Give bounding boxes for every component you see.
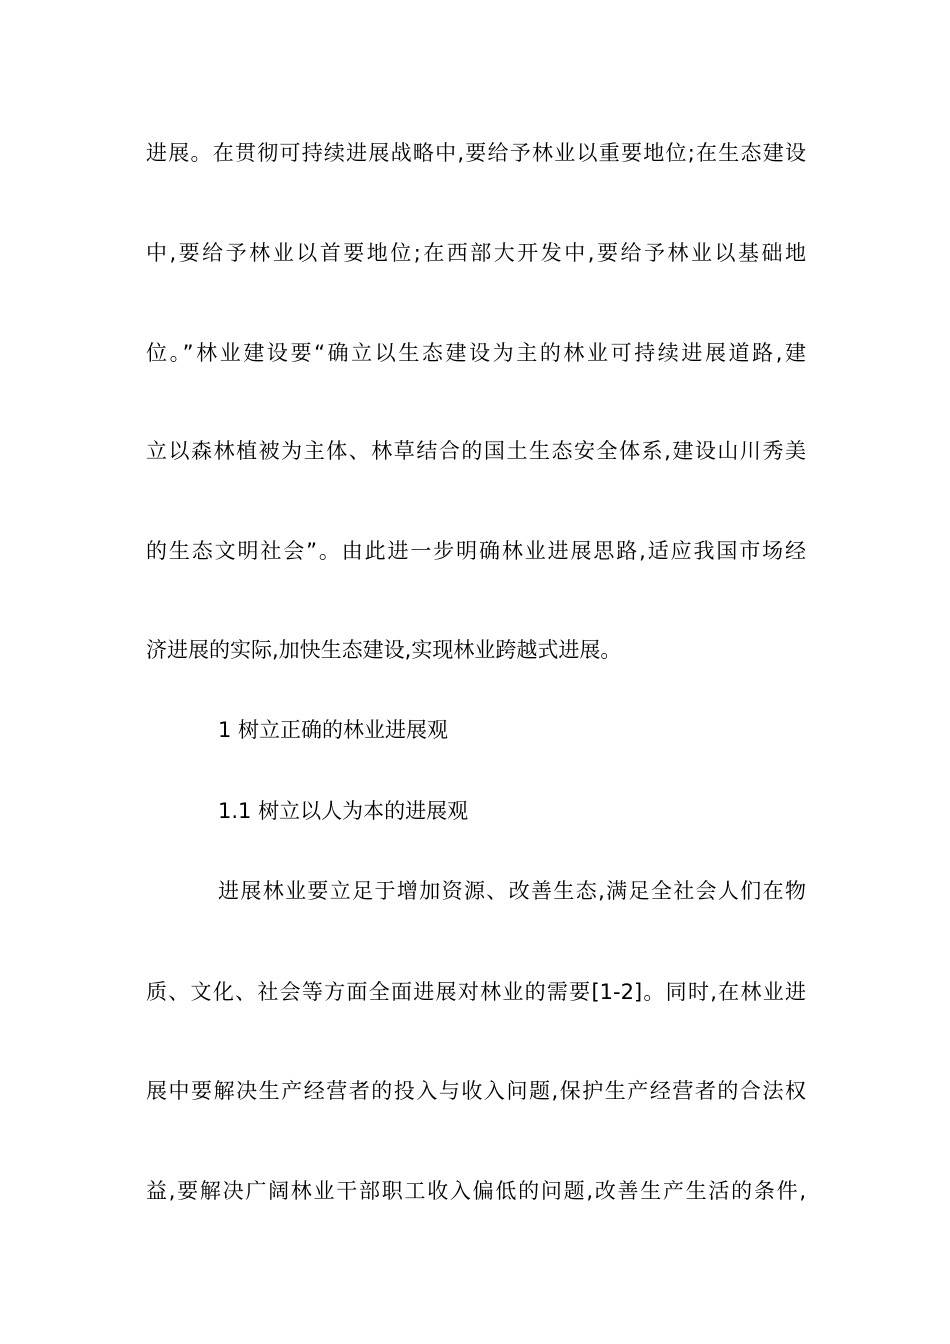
para1-line-3: 位。”林业建设要“确立以生态建设为主的林业可持续进展道路,建: [146, 341, 806, 365]
para1-line-2: 中,要给予林业以首要地位;在西部大开发中,要给予林业以基础地: [146, 241, 806, 265]
para2-line-1: 进展林业要立足于增加资源、改善生态,满足全社会人们在物: [218, 879, 806, 903]
para2-line-4: 益,要解决广阔林业干部职工收入偏低的问题,改善生产生活的条件,: [146, 1179, 806, 1203]
section-heading-1: 1 树立正确的林业进展观: [218, 718, 449, 742]
para2-line-3: 展中要解决生产经营者的投入与收入问题,保护生产经营者的合法权: [146, 1079, 806, 1103]
para1-line-5: 的生态文明社会”。由此进一步明确林业进展思路,适应我国市场经: [146, 539, 806, 563]
para1-line-6: 济进展的实际,加快生态建设,实现林业跨越式进展。: [146, 638, 622, 662]
para1-line-1: 进展。在贯彻可持续进展战略中,要给予林业以重要地位;在生态建设: [146, 141, 806, 165]
section-heading-1-1: 1.1 树立以人为本的进展观: [218, 799, 469, 823]
para1-line-4: 立以森林植被为主体、林草结合的国土生态安全体系,建设山川秀美: [146, 439, 806, 463]
para2-line-2: 质、文化、社会等方面全面进展对林业的需要[1-2]。同时,在林业进: [146, 980, 806, 1004]
